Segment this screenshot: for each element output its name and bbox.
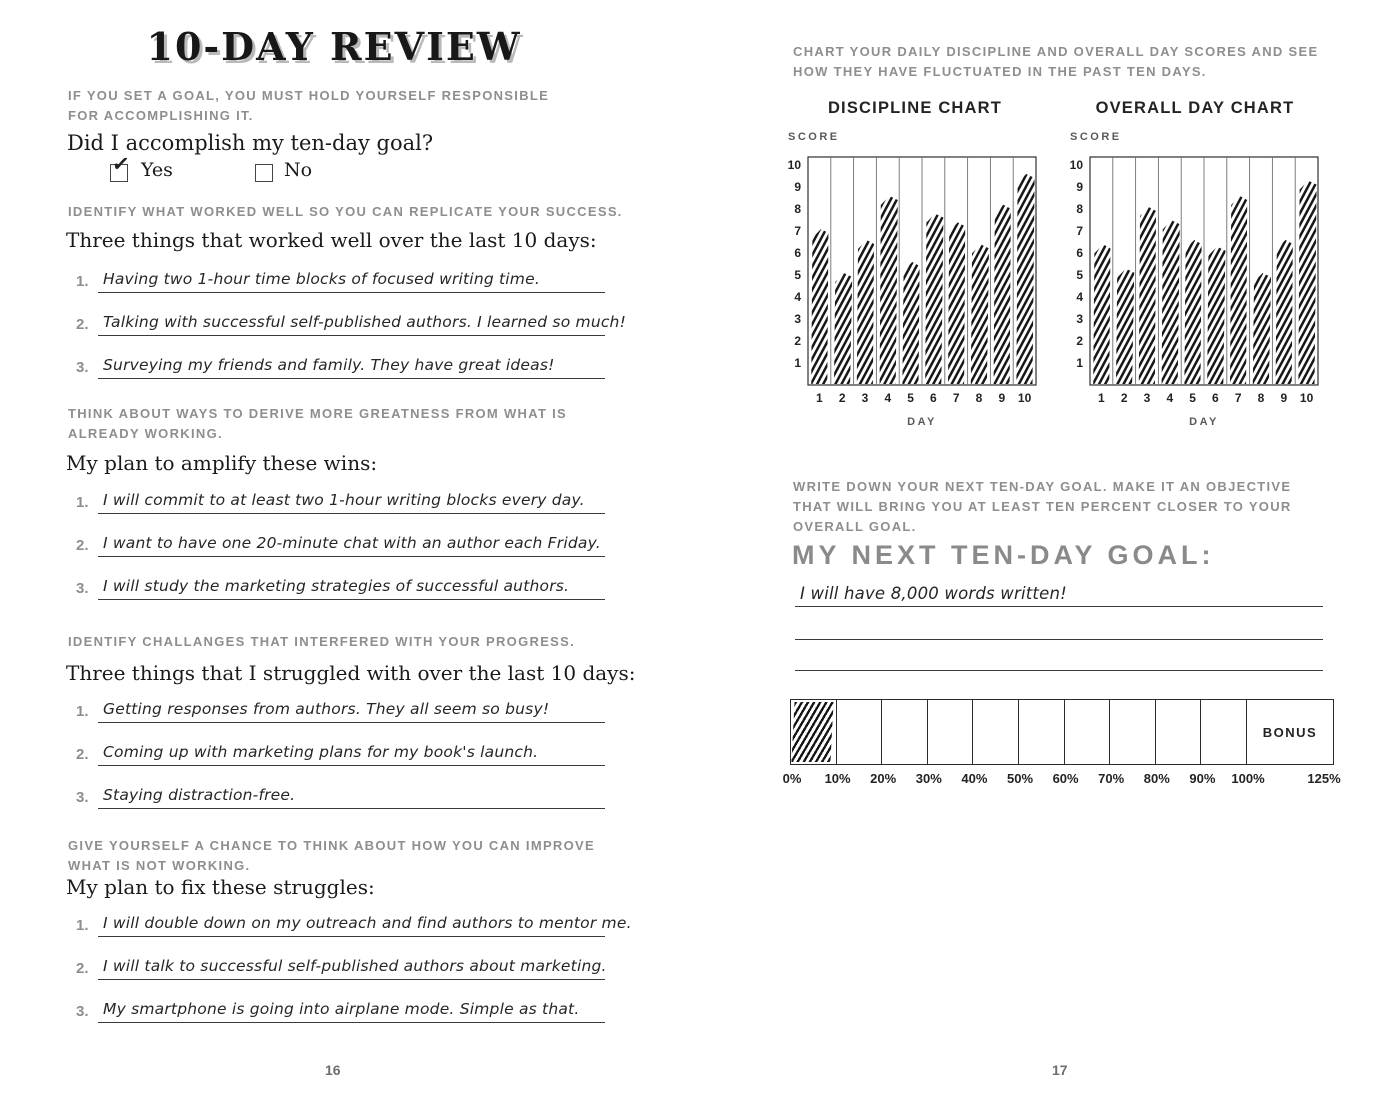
tracker-cell[interactable] xyxy=(791,700,837,764)
item-number: 2. xyxy=(76,537,89,554)
section-prompt: My plan to fix these struggles: xyxy=(66,875,375,899)
svg-text:SCORE: SCORE xyxy=(788,131,840,143)
answer-line[interactable] xyxy=(98,698,605,723)
section-prompt: Three things that I struggled with over the last 10 days: xyxy=(66,661,636,685)
svg-text:6: 6 xyxy=(1212,391,1219,405)
item-number: 2. xyxy=(76,316,89,333)
svg-text:10: 10 xyxy=(787,158,801,172)
svg-text:9: 9 xyxy=(794,180,801,194)
tracker-tick: 50% xyxy=(1006,771,1034,786)
svg-text:8: 8 xyxy=(1257,391,1265,405)
tracker-tick: 60% xyxy=(1052,771,1079,786)
page-number-right: 17 xyxy=(1052,1062,1068,1078)
svg-text:4: 4 xyxy=(1076,290,1083,304)
item-number: 2. xyxy=(76,960,89,977)
handwritten-answer: I will talk to successful self-published authors about marketing. xyxy=(103,957,607,975)
handwritten-answer: Having two 1-hour time blocks of focused writing time. xyxy=(103,270,540,288)
handwritten-answer: I want to have one 20-minute chat with an author each Friday. xyxy=(103,534,601,552)
blank-goal-line[interactable] xyxy=(795,646,1323,671)
svg-text:2: 2 xyxy=(794,334,801,348)
check-icon: ✓ xyxy=(110,152,131,177)
item-number: 3. xyxy=(76,359,89,376)
svg-text:6: 6 xyxy=(794,246,801,260)
tracker-tick: 90% xyxy=(1189,771,1216,786)
answer-line[interactable] xyxy=(98,998,605,1023)
svg-text:4: 4 xyxy=(1166,391,1174,405)
tracker-cell[interactable] xyxy=(973,700,1019,764)
handwritten-answer: I will commit to at least two 1-hour writing blocks every day. xyxy=(103,491,585,509)
section-prompt: My plan to amplify these wins: xyxy=(66,451,378,475)
tracker-cell[interactable] xyxy=(1201,700,1247,764)
svg-text:10: 10 xyxy=(1017,391,1032,405)
svg-text:1: 1 xyxy=(816,391,823,405)
svg-text:4: 4 xyxy=(884,391,892,405)
svg-text:3: 3 xyxy=(794,312,801,326)
svg-text:10: 10 xyxy=(1299,391,1314,405)
svg-text:5: 5 xyxy=(794,268,801,282)
tracker-bonus-cell[interactable] xyxy=(1247,700,1333,764)
svg-text:5: 5 xyxy=(1189,391,1196,405)
overall-day-chart[interactable] xyxy=(1062,126,1322,426)
item-number: 3. xyxy=(76,1003,89,1020)
discipline-chart[interactable] xyxy=(780,126,1040,426)
svg-text:1: 1 xyxy=(1098,391,1105,405)
bonus-label: BONUS xyxy=(1262,724,1318,740)
answer-line[interactable] xyxy=(98,955,605,980)
tracker-labels xyxy=(782,771,1341,787)
svg-text:7: 7 xyxy=(952,391,960,405)
goal-progress-tracker[interactable] xyxy=(790,699,1334,765)
handwritten-answer: Surveying my friends and family. They have great ideas! xyxy=(103,356,555,374)
answer-line[interactable] xyxy=(98,311,626,336)
answer-line[interactable] xyxy=(98,354,605,379)
tracker-tick: 0% xyxy=(782,771,802,786)
svg-text:1: 1 xyxy=(1076,356,1083,370)
svg-text:8: 8 xyxy=(794,202,801,216)
next-goal-header: MY NEXT TEN-DAY GOAL: xyxy=(792,540,1215,570)
svg-text:8: 8 xyxy=(1076,202,1083,216)
svg-text:9: 9 xyxy=(1280,391,1288,405)
svg-text:DAY: DAY xyxy=(907,416,937,426)
item-number: 1. xyxy=(76,703,89,720)
section-prompt: Three things that worked well over the last 10 days: xyxy=(66,228,597,252)
item-number: 1. xyxy=(76,494,89,511)
answer-line[interactable] xyxy=(98,489,605,514)
answer-line[interactable] xyxy=(98,741,605,766)
svg-text:9: 9 xyxy=(1076,180,1083,194)
yes-label: Yes xyxy=(141,159,173,181)
item-number: 1. xyxy=(76,273,89,290)
handwritten-goal: I will have 8,000 words written! xyxy=(800,584,1067,603)
tracker-cell[interactable] xyxy=(1110,700,1156,764)
svg-text:6: 6 xyxy=(930,391,937,405)
intro-caption: IF YOU SET A GOAL, YOU MUST HOLD YOURSELF RESPONSIBLE FOR ACCOMPLISHING IT. xyxy=(68,88,550,124)
tracker-fill-scribble xyxy=(791,702,833,762)
svg-text:2: 2 xyxy=(1120,391,1128,405)
svg-text:5: 5 xyxy=(1076,268,1083,282)
answer-line[interactable] xyxy=(98,268,605,293)
svg-text:SCORE: SCORE xyxy=(1070,131,1122,143)
page-number-left: 16 xyxy=(325,1062,341,1078)
answer-line[interactable] xyxy=(98,575,605,600)
answer-line[interactable] xyxy=(98,784,605,809)
svg-text:7: 7 xyxy=(1234,391,1242,405)
handwritten-answer: Getting responses from authors. They all seem so busy! xyxy=(103,700,550,718)
tracker-cell[interactable] xyxy=(1156,700,1202,764)
item-number: 1. xyxy=(76,917,89,934)
goal-entry-line[interactable] xyxy=(795,582,1323,607)
chart-caption: CHART YOUR DAILY DISCIPLINE AND OVERALL DAY SCORES AND SEE HOW THEY HAVE FLUCTUATED IN THE PAST TEN DAYS. xyxy=(793,44,1319,80)
svg-text:3: 3 xyxy=(1076,312,1083,326)
handwritten-answer: I will double down on my outreach and find authors to mentor me. xyxy=(103,914,632,932)
tracker-tick: 80% xyxy=(1143,771,1170,786)
answer-line[interactable] xyxy=(98,912,632,937)
svg-text:DAY: DAY xyxy=(1189,416,1219,426)
no-checkbox[interactable] xyxy=(255,164,273,182)
svg-text:6: 6 xyxy=(1076,246,1083,260)
section-caption: GIVE YOURSELF A CHANCE TO THINK ABOUT HOW YOU CAN IMPROVE WHAT IS NOT WORKING. xyxy=(68,838,595,874)
svg-text:9: 9 xyxy=(998,391,1006,405)
handwritten-answer: I will study the marketing strategies of successful authors. xyxy=(103,577,570,595)
blank-goal-line[interactable] xyxy=(795,615,1323,640)
tracker-cell[interactable] xyxy=(882,700,928,764)
tracker-cell[interactable] xyxy=(1065,700,1111,764)
handwritten-answer: My smartphone is going into airplane mode. Simple as that. xyxy=(103,1000,580,1018)
goal-question: Did I accomplish my ten-day goal? xyxy=(67,131,434,155)
no-label: No xyxy=(284,159,313,181)
tracker-cell[interactable] xyxy=(837,700,883,764)
tracker-tick: 30% xyxy=(915,771,942,786)
svg-text:10: 10 xyxy=(1069,158,1083,172)
answer-line[interactable] xyxy=(98,532,605,557)
tracker-tick: 10% xyxy=(824,771,851,786)
item-number: 3. xyxy=(76,789,89,806)
svg-text:7: 7 xyxy=(794,224,801,238)
section-caption: IDENTIFY WHAT WORKED WELL SO YOU CAN REPLICATE YOUR SUCCESS. xyxy=(68,204,623,219)
item-number: 2. xyxy=(76,746,89,763)
discipline-chart-title: DISCIPLINE CHART xyxy=(827,99,1003,117)
goal-caption: WRITE DOWN YOUR NEXT TEN-DAY GOAL. MAKE IT AN OBJECTIVE THAT WILL BRING YOU AT LEAST TEN PERCENT CLOSER TO YOUR OVERALL GOAL. xyxy=(793,479,1292,535)
handwritten-answer: Talking with successful self-published authors. I learned so much! xyxy=(103,313,626,331)
tracker-tick: 70% xyxy=(1098,771,1125,786)
tracker-cell[interactable] xyxy=(1019,700,1065,764)
svg-text:3: 3 xyxy=(861,391,869,405)
item-number: 3. xyxy=(76,580,89,597)
svg-text:2: 2 xyxy=(838,391,846,405)
svg-text:8: 8 xyxy=(975,391,983,405)
overall-day-chart-title: OVERALL DAY CHART xyxy=(1095,99,1295,117)
tracker-tick: 40% xyxy=(961,771,988,786)
svg-text:5: 5 xyxy=(907,391,914,405)
handwritten-answer: Staying distraction-free. xyxy=(103,786,296,804)
svg-text:1: 1 xyxy=(794,356,801,370)
tracker-cell[interactable] xyxy=(928,700,974,764)
svg-text:4: 4 xyxy=(794,290,801,304)
section-caption: IDENTIFY CHALLANGES THAT INTERFERED WITH YOUR PROGRESS. xyxy=(68,634,576,649)
tracker-tick: 20% xyxy=(870,771,897,786)
svg-text:7: 7 xyxy=(1076,224,1083,238)
page-title: 10-DAY REVIEW xyxy=(146,24,522,69)
handwritten-answer: Coming up with marketing plans for my book's launch. xyxy=(103,743,539,761)
tracker-tick: 125% xyxy=(1307,771,1341,786)
svg-text:3: 3 xyxy=(1143,391,1151,405)
section-caption: THINK ABOUT WAYS TO DERIVE MORE GREATNESS FROM WHAT IS ALREADY WORKING. xyxy=(68,406,567,442)
tracker-tick: 100% xyxy=(1231,771,1265,786)
svg-text:2: 2 xyxy=(1076,334,1083,348)
